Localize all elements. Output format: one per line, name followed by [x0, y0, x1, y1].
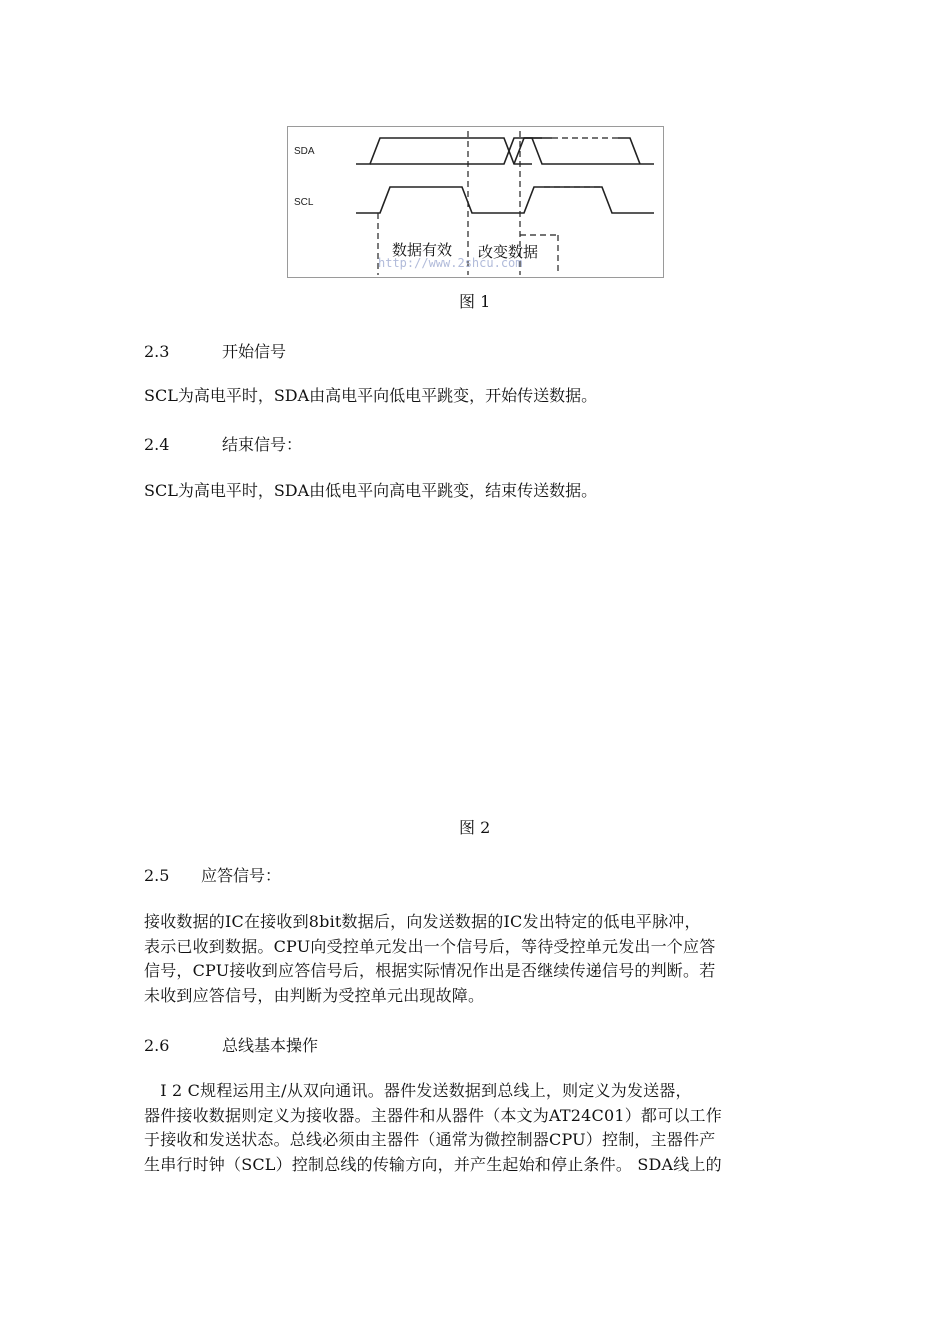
section-2-5-title: 应答信号：: [201, 866, 282, 885]
sda-label: SDA: [294, 146, 315, 157]
paragraph-line: 器件接收数据则定义为接收器。主器件和从器件（本文为AT24C01）都可以工作: [144, 1105, 722, 1125]
paragraph-line: 生串行时钟（SCL）控制总线的传输方向，并产生起始和停止条件。 SDA线上的: [144, 1154, 722, 1174]
section-2-6-paragraph: [144, 1079, 814, 1177]
section-2-4-body: SCL为高电平时，SDA由低电平向高电平跳变，结束传送数据。: [144, 481, 598, 500]
change-data-label: 改变数据: [478, 243, 539, 261]
section-2-6-title: 总线基本操作: [222, 1036, 319, 1055]
section-2-3-body: SCL为高电平时，SDA由高电平向低电平跳变，开始传送数据。: [144, 386, 598, 405]
figure-2-caption: 图 2: [459, 818, 491, 837]
sda-waveform-after: [524, 138, 640, 164]
section-2-5-number: 2.5: [144, 866, 170, 885]
paragraph-line: 于接收和发送状态。总线必须由主器件（通常为微控制器CPU）控制，主器件产: [144, 1130, 716, 1149]
section-2-3-number: 2.3: [144, 342, 170, 361]
scl-waveform: [356, 187, 654, 213]
paragraph-line: 表示已收到数据。CPU向受控单元发出一个信号后，等待受控单元发出一个应答: [144, 936, 716, 956]
watermark-text: http://www.2shcu.com: [378, 256, 523, 270]
paragraph-line: 未收到应答信号，由判断为受控单元出现故障。: [144, 985, 485, 1005]
figure-1-caption: 图 1: [459, 292, 491, 311]
section-2-5-paragraph: [144, 910, 814, 1008]
data-valid-label: 数据有效: [392, 241, 453, 259]
paragraph-line: 接收数据的IC在接收到8bit数据后，向发送数据的IC发出特定的低电平脉冲，: [144, 912, 701, 931]
section-2-4-title: 结束信号：: [222, 435, 303, 454]
scl-label: SCL: [294, 197, 314, 208]
timing-diagram: [288, 127, 663, 277]
section-2-6-number: 2.6: [144, 1036, 170, 1055]
paragraph-line: I 2 C规程运用主/从双向通讯。器件发送数据到总线上，则定义为发送器，: [144, 1081, 692, 1100]
section-2-4-number: 2.4: [144, 435, 170, 454]
section-2-3-title: 开始信号: [222, 342, 287, 361]
sda-waveform-line2: [356, 138, 380, 164]
timing-diagram-figure: [287, 126, 664, 278]
paragraph-line: 信号，CPU接收到应答信号后，根据实际情况作出是否继续传递信号的判断。若: [144, 961, 716, 980]
